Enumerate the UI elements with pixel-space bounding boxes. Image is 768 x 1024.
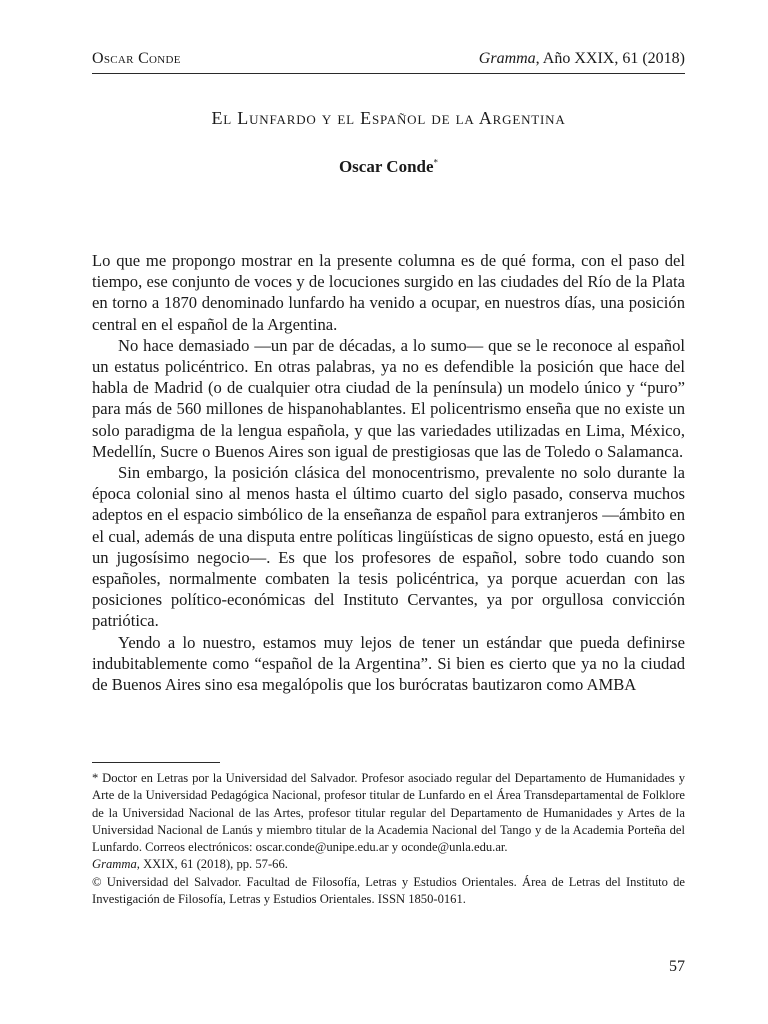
author-name: Oscar Conde	[338, 157, 434, 176]
footnotes	[92, 770, 685, 908]
header-journal-info	[479, 48, 685, 70]
page-number: 57	[669, 958, 685, 975]
header-rule	[92, 73, 685, 74]
paragraph: Sin embargo, la posición clásica del monocentrismo, prevalente no solo durante la época colonial sino al menos hasta el último cuarto del siglo pasado, conserva muchos adeptos en el espacio simbólico de la enseñanza de español para extranjeros —ámbito en el cual, además de una disputa entre políticas lingüísticas de signo opuesto, está en juego un jugosísimo negocio—. Es que los profesores de español, sobre todo cuando son españoles, normalmente combaten la tesis policéntrica, ya porque acuerdan con las posiciones político-económicas del Instituto Cervantes, ya por orgullosa convicción patriótica.	[92, 463, 685, 631]
header-issue: , Año XXIX, 61 (2018)	[535, 50, 685, 67]
article-title: El Lunfardo y el Español de la Argentina	[211, 108, 566, 128]
copyright-notice: © Universidad del Salvador. Facultad de Filosofía, Letras y Estudios Orientales. Área de Letras del Instituto de Investigación de Filosofía, Letras y Estudios Orientales. ISSN 1850-0161.	[92, 874, 685, 907]
paper-page	[92, 0, 685, 1024]
author-line	[92, 157, 685, 177]
body-text	[92, 250, 685, 695]
paragraph: Lo que me propongo mostrar en la presente columna es de qué forma, con el paso del tiempo, ese conjunto de voces y de locuciones surgido en las ciudades del Río de la Plata en torno a 1870 denominado lunfardo ha venido a ocupar, en nuestros días, una posición central en el español de la Argentina.	[92, 251, 685, 334]
header-author: Oscar Conde	[92, 50, 181, 67]
author-footnote: * Doctor en Letras por la Universidad del Salvador. Profesor asociado regular del Departamento de Humanidades y Arte de la Universidad Pedagógica Nacional, profesor titular de Lunfardo en el Área Transdepartamental de Folklore de la Universidad Nacional de las Artes, profesor titular regular del Departamento de Humanidades y Artes de la Universidad Nacional de Lanús y miembro titular de la Academia Nacional del Tango y de la Academia Porteña del Lunfardo. Correos electrónicos: oscar.conde@unipe.edu.ar y oconde@unla.edu.ar.	[92, 771, 685, 855]
paragraph: No hace demasiado —un par de décadas, a lo sumo— que se le reconoce al español un estatus policéntrico. En otras palabras, ya no es defendible la posición que hace del habla de Madrid (o de cualquier otra ciudad de la península) un modelo único y “puro” para más de 560 millones de hispanohablantes. El policentrismo enseña que no existe un solo paradigma de la lengua española, y que las variedades utilizadas en Lima, México, Medellín, Sucre o Buenos Aires son igual de prestigiosas que las de Toledo o Salamanca.	[92, 335, 685, 461]
author-footnote-marker: *	[433, 157, 439, 168]
citation-line	[92, 856, 685, 873]
citation-details: , XXIX, 61 (2018), pp. 57-66.	[136, 857, 288, 872]
paragraph: Yendo a lo nuestro, estamos muy lejos de tener un estándar que pueda definirse indubitablemente como “español de la Argentina”. Si bien es cierto que ya no la ciudad de Buenos Aires sino esa megalópolis que los burócratas bautizaron como AMBA	[92, 632, 685, 695]
header-journal-name: Gramma	[478, 50, 536, 67]
footnote-rule	[92, 762, 220, 763]
running-header	[92, 48, 685, 70]
citation-journal: Gramma	[92, 857, 137, 872]
